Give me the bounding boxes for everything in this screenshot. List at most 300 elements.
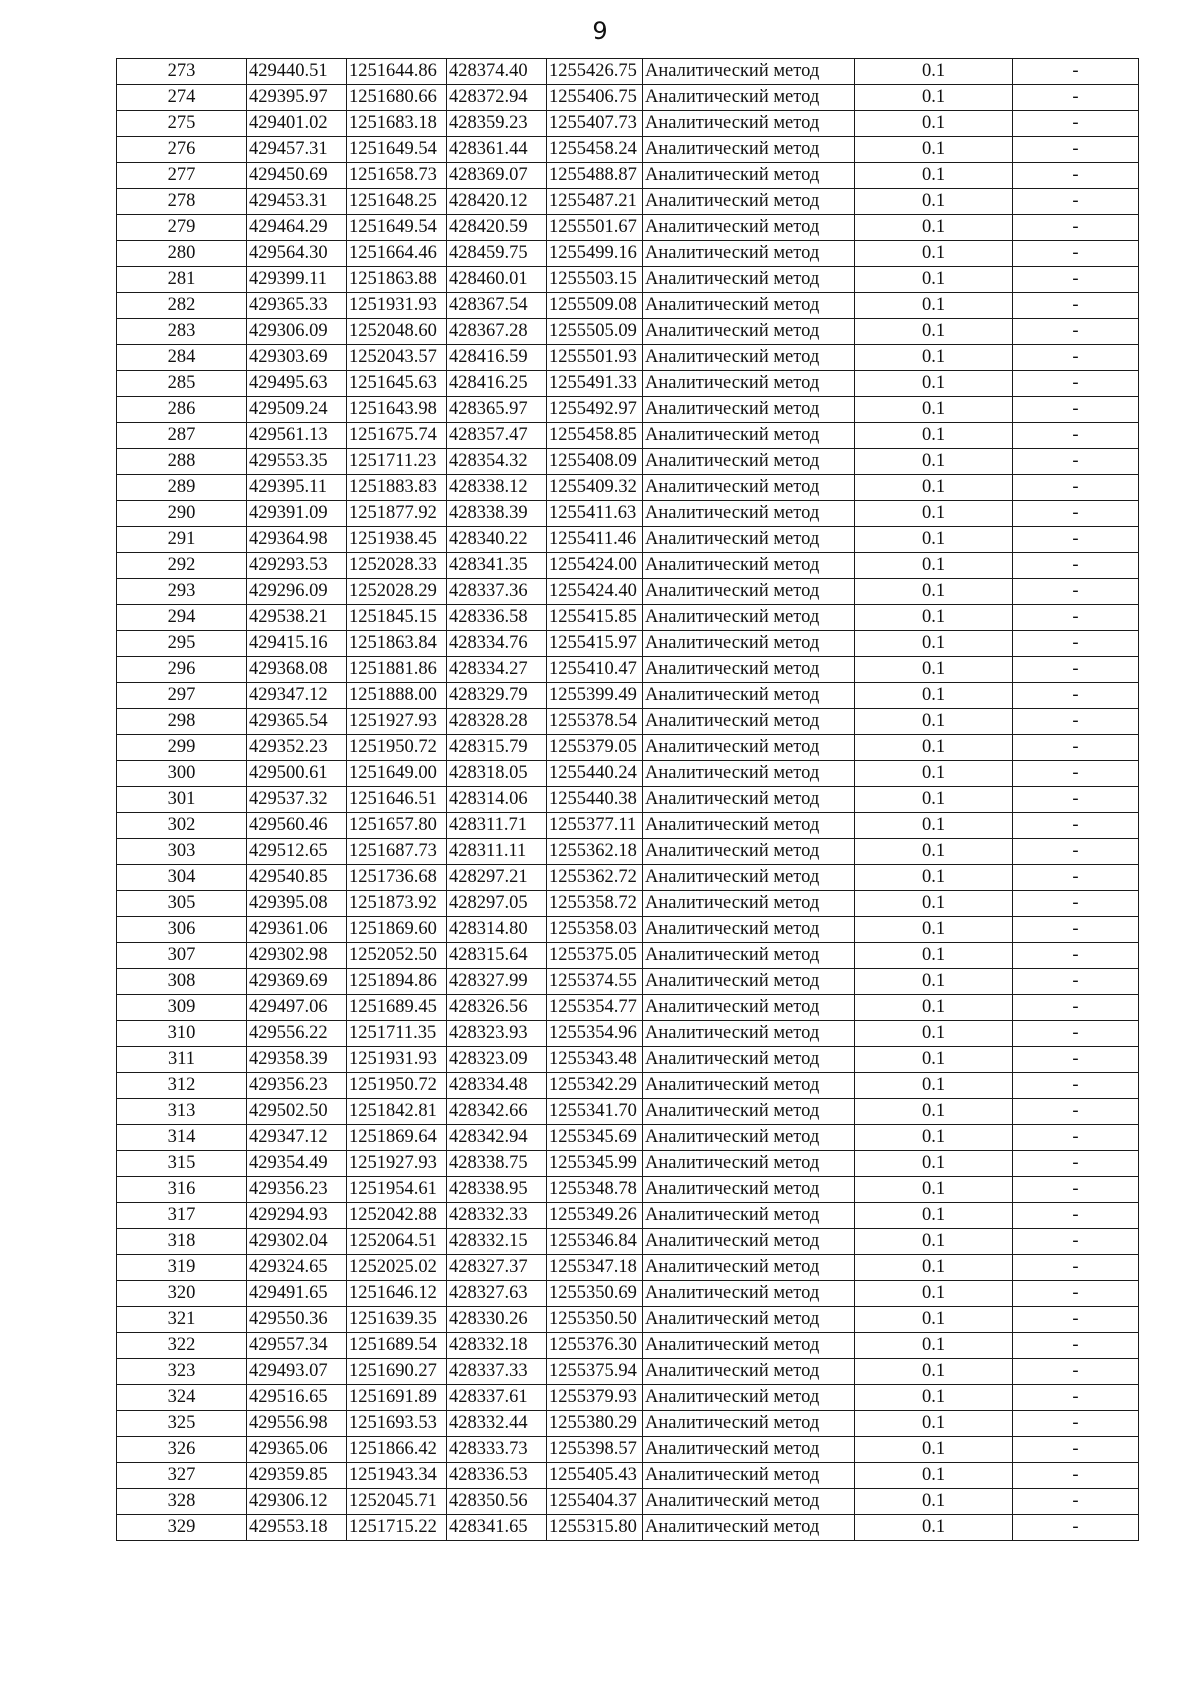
point-number-cell: 281 — [117, 267, 247, 293]
x2-cell: 428367.54 — [447, 293, 547, 319]
y2-cell: 1255350.69 — [547, 1281, 643, 1307]
point-number-cell: 311 — [117, 1047, 247, 1073]
y1-cell: 1251646.51 — [347, 787, 447, 813]
note-cell: - — [1013, 111, 1139, 137]
x1-cell: 429415.16 — [247, 631, 347, 657]
x2-cell: 428338.12 — [447, 475, 547, 501]
method-cell: Аналитический метод — [643, 163, 855, 189]
method-cell: Аналитический метод — [643, 1177, 855, 1203]
table-row — [117, 813, 1139, 839]
point-number-cell: 317 — [117, 1203, 247, 1229]
x1-cell: 429356.23 — [247, 1073, 347, 1099]
point-number-cell: 288 — [117, 449, 247, 475]
precision-cell: 0.1 — [855, 85, 1013, 111]
y1-cell: 1251689.54 — [347, 1333, 447, 1359]
y2-cell: 1255426.75 — [547, 59, 643, 85]
point-number-cell: 304 — [117, 865, 247, 891]
method-cell: Аналитический метод — [643, 657, 855, 683]
x1-cell: 429306.09 — [247, 319, 347, 345]
x1-cell: 429324.65 — [247, 1255, 347, 1281]
y1-cell: 1251711.23 — [347, 449, 447, 475]
table-row — [117, 553, 1139, 579]
y2-cell: 1255501.93 — [547, 345, 643, 371]
precision-cell: 0.1 — [855, 241, 1013, 267]
x1-cell: 429540.85 — [247, 865, 347, 891]
method-cell: Аналитический метод — [643, 1515, 855, 1541]
x1-cell: 429450.69 — [247, 163, 347, 189]
precision-cell: 0.1 — [855, 891, 1013, 917]
note-cell: - — [1013, 1281, 1139, 1307]
note-cell: - — [1013, 917, 1139, 943]
note-cell: - — [1013, 475, 1139, 501]
method-cell: Аналитический метод — [643, 735, 855, 761]
x2-cell: 428337.33 — [447, 1359, 547, 1385]
method-cell: Аналитический метод — [643, 1463, 855, 1489]
note-cell: - — [1013, 657, 1139, 683]
x1-cell: 429395.08 — [247, 891, 347, 917]
y1-cell: 1251657.80 — [347, 813, 447, 839]
point-number-cell: 309 — [117, 995, 247, 1021]
note-cell: - — [1013, 813, 1139, 839]
method-cell: Аналитический метод — [643, 1047, 855, 1073]
table-row — [117, 1281, 1139, 1307]
x2-cell: 428342.66 — [447, 1099, 547, 1125]
point-number-cell: 325 — [117, 1411, 247, 1437]
table-body — [117, 59, 1139, 1541]
y1-cell: 1251950.72 — [347, 1073, 447, 1099]
y1-cell: 1251644.86 — [347, 59, 447, 85]
point-number-cell: 277 — [117, 163, 247, 189]
precision-cell: 0.1 — [855, 267, 1013, 293]
point-number-cell: 279 — [117, 215, 247, 241]
table-row — [117, 189, 1139, 215]
y2-cell: 1255488.87 — [547, 163, 643, 189]
table-row — [117, 59, 1139, 85]
y1-cell: 1251639.35 — [347, 1307, 447, 1333]
x2-cell: 428420.12 — [447, 189, 547, 215]
table-row — [117, 215, 1139, 241]
table-row — [117, 1229, 1139, 1255]
point-number-cell: 300 — [117, 761, 247, 787]
y1-cell: 1251687.73 — [347, 839, 447, 865]
x2-cell: 428420.59 — [447, 215, 547, 241]
y1-cell: 1251950.72 — [347, 735, 447, 761]
precision-cell: 0.1 — [855, 1411, 1013, 1437]
y2-cell: 1255358.72 — [547, 891, 643, 917]
x2-cell: 428460.01 — [447, 267, 547, 293]
page-number: 9 — [592, 17, 608, 45]
y1-cell: 1251845.15 — [347, 605, 447, 631]
note-cell: - — [1013, 969, 1139, 995]
y2-cell: 1255345.99 — [547, 1151, 643, 1177]
y2-cell: 1255375.94 — [547, 1359, 643, 1385]
note-cell: - — [1013, 1463, 1139, 1489]
x2-cell: 428342.94 — [447, 1125, 547, 1151]
y1-cell: 1251866.42 — [347, 1437, 447, 1463]
point-number-cell: 291 — [117, 527, 247, 553]
x1-cell: 429368.08 — [247, 657, 347, 683]
note-cell: - — [1013, 735, 1139, 761]
table-row — [117, 449, 1139, 475]
note-cell: - — [1013, 709, 1139, 735]
x1-cell: 429395.97 — [247, 85, 347, 111]
table-row — [117, 631, 1139, 657]
precision-cell: 0.1 — [855, 1437, 1013, 1463]
x1-cell: 429401.02 — [247, 111, 347, 137]
x2-cell: 428341.35 — [447, 553, 547, 579]
note-cell: - — [1013, 1333, 1139, 1359]
y2-cell: 1255408.09 — [547, 449, 643, 475]
x1-cell: 429556.98 — [247, 1411, 347, 1437]
method-cell: Аналитический метод — [643, 111, 855, 137]
y1-cell: 1252043.57 — [347, 345, 447, 371]
x2-cell: 428334.27 — [447, 657, 547, 683]
y2-cell: 1255409.32 — [547, 475, 643, 501]
method-cell: Аналитический метод — [643, 397, 855, 423]
method-cell: Аналитический метод — [643, 319, 855, 345]
precision-cell: 0.1 — [855, 449, 1013, 475]
precision-cell: 0.1 — [855, 1203, 1013, 1229]
y2-cell: 1255491.33 — [547, 371, 643, 397]
precision-cell: 0.1 — [855, 1489, 1013, 1515]
note-cell: - — [1013, 839, 1139, 865]
x1-cell: 429516.65 — [247, 1385, 347, 1411]
precision-cell: 0.1 — [855, 111, 1013, 137]
y2-cell: 1255358.03 — [547, 917, 643, 943]
x2-cell: 428330.26 — [447, 1307, 547, 1333]
x1-cell: 429296.09 — [247, 579, 347, 605]
y1-cell: 1251927.93 — [347, 709, 447, 735]
y1-cell: 1251736.68 — [347, 865, 447, 891]
y2-cell: 1255410.47 — [547, 657, 643, 683]
y1-cell: 1251690.27 — [347, 1359, 447, 1385]
point-number-cell: 295 — [117, 631, 247, 657]
table-row — [117, 1463, 1139, 1489]
x1-cell: 429365.06 — [247, 1437, 347, 1463]
x1-cell: 429303.69 — [247, 345, 347, 371]
point-number-cell: 296 — [117, 657, 247, 683]
point-number-cell: 329 — [117, 1515, 247, 1541]
x2-cell: 428332.18 — [447, 1333, 547, 1359]
method-cell: Аналитический метод — [643, 605, 855, 631]
table-row — [117, 527, 1139, 553]
method-cell: Аналитический метод — [643, 1333, 855, 1359]
precision-cell: 0.1 — [855, 1099, 1013, 1125]
method-cell: Аналитический метод — [643, 501, 855, 527]
precision-cell: 0.1 — [855, 917, 1013, 943]
y1-cell: 1251842.81 — [347, 1099, 447, 1125]
point-number-cell: 298 — [117, 709, 247, 735]
method-cell: Аналитический метод — [643, 709, 855, 735]
x2-cell: 428354.32 — [447, 449, 547, 475]
table-row — [117, 475, 1139, 501]
x2-cell: 428338.95 — [447, 1177, 547, 1203]
precision-cell: 0.1 — [855, 943, 1013, 969]
note-cell: - — [1013, 189, 1139, 215]
y2-cell: 1255399.49 — [547, 683, 643, 709]
note-cell: - — [1013, 1307, 1139, 1333]
method-cell: Аналитический метод — [643, 969, 855, 995]
point-number-cell: 294 — [117, 605, 247, 631]
x1-cell: 429347.12 — [247, 683, 347, 709]
y2-cell: 1255398.57 — [547, 1437, 643, 1463]
method-cell: Аналитический метод — [643, 189, 855, 215]
precision-cell: 0.1 — [855, 137, 1013, 163]
y1-cell: 1251645.63 — [347, 371, 447, 397]
x1-cell: 429440.51 — [247, 59, 347, 85]
x2-cell: 428359.23 — [447, 111, 547, 137]
y1-cell: 1251931.93 — [347, 293, 447, 319]
precision-cell: 0.1 — [855, 1177, 1013, 1203]
point-number-cell: 328 — [117, 1489, 247, 1515]
y2-cell: 1255406.75 — [547, 85, 643, 111]
y2-cell: 1255404.37 — [547, 1489, 643, 1515]
y1-cell: 1252042.88 — [347, 1203, 447, 1229]
y2-cell: 1255411.46 — [547, 527, 643, 553]
x2-cell: 428416.25 — [447, 371, 547, 397]
note-cell: - — [1013, 215, 1139, 241]
point-number-cell: 284 — [117, 345, 247, 371]
point-number-cell: 286 — [117, 397, 247, 423]
y2-cell: 1255407.73 — [547, 111, 643, 137]
table-row — [117, 761, 1139, 787]
precision-cell: 0.1 — [855, 1255, 1013, 1281]
x1-cell: 429553.35 — [247, 449, 347, 475]
note-cell: - — [1013, 1177, 1139, 1203]
x1-cell: 429557.34 — [247, 1333, 347, 1359]
method-cell: Аналитический метод — [643, 241, 855, 267]
y2-cell: 1255377.11 — [547, 813, 643, 839]
method-cell: Аналитический метод — [643, 813, 855, 839]
x1-cell: 429365.33 — [247, 293, 347, 319]
y1-cell: 1251863.84 — [347, 631, 447, 657]
x1-cell: 429553.18 — [247, 1515, 347, 1541]
table-row — [117, 371, 1139, 397]
point-number-cell: 318 — [117, 1229, 247, 1255]
x2-cell: 428328.28 — [447, 709, 547, 735]
precision-cell: 0.1 — [855, 1385, 1013, 1411]
point-number-cell: 305 — [117, 891, 247, 917]
x1-cell: 429391.09 — [247, 501, 347, 527]
note-cell: - — [1013, 449, 1139, 475]
point-number-cell: 323 — [117, 1359, 247, 1385]
x1-cell: 429369.69 — [247, 969, 347, 995]
table-row — [117, 345, 1139, 371]
note-cell: - — [1013, 1151, 1139, 1177]
precision-cell: 0.1 — [855, 1307, 1013, 1333]
table-row — [117, 85, 1139, 111]
table-row — [117, 787, 1139, 813]
precision-cell: 0.1 — [855, 605, 1013, 631]
method-cell: Аналитический метод — [643, 475, 855, 501]
x1-cell: 429491.65 — [247, 1281, 347, 1307]
method-cell: Аналитический метод — [643, 1203, 855, 1229]
table-row — [117, 241, 1139, 267]
point-number-cell: 287 — [117, 423, 247, 449]
method-cell: Аналитический метод — [643, 865, 855, 891]
y1-cell: 1251715.22 — [347, 1515, 447, 1541]
note-cell: - — [1013, 345, 1139, 371]
y2-cell: 1255341.70 — [547, 1099, 643, 1125]
method-cell: Аналитический метод — [643, 579, 855, 605]
table-row — [117, 1099, 1139, 1125]
x2-cell: 428326.56 — [447, 995, 547, 1021]
x1-cell: 429359.85 — [247, 1463, 347, 1489]
point-number-cell: 326 — [117, 1437, 247, 1463]
note-cell: - — [1013, 163, 1139, 189]
precision-cell: 0.1 — [855, 1125, 1013, 1151]
y1-cell: 1251643.98 — [347, 397, 447, 423]
x2-cell: 428314.80 — [447, 917, 547, 943]
table-row — [117, 579, 1139, 605]
x2-cell: 428314.06 — [447, 787, 547, 813]
y1-cell: 1251869.60 — [347, 917, 447, 943]
table-row — [117, 1385, 1139, 1411]
table-row — [117, 1151, 1139, 1177]
precision-cell: 0.1 — [855, 709, 1013, 735]
x2-cell: 428336.58 — [447, 605, 547, 631]
method-cell: Аналитический метод — [643, 683, 855, 709]
precision-cell: 0.1 — [855, 1333, 1013, 1359]
x1-cell: 429453.31 — [247, 189, 347, 215]
y1-cell: 1251954.61 — [347, 1177, 447, 1203]
note-cell: - — [1013, 1073, 1139, 1099]
point-number-cell: 310 — [117, 1021, 247, 1047]
table-row — [117, 683, 1139, 709]
y1-cell: 1251683.18 — [347, 111, 447, 137]
method-cell: Аналитический метод — [643, 1255, 855, 1281]
y1-cell: 1251938.45 — [347, 527, 447, 553]
y1-cell: 1251691.89 — [347, 1385, 447, 1411]
x1-cell: 429358.39 — [247, 1047, 347, 1073]
precision-cell: 0.1 — [855, 813, 1013, 839]
x2-cell: 428327.63 — [447, 1281, 547, 1307]
x2-cell: 428297.21 — [447, 865, 547, 891]
y1-cell: 1251873.92 — [347, 891, 447, 917]
x2-cell: 428311.11 — [447, 839, 547, 865]
precision-cell: 0.1 — [855, 865, 1013, 891]
x2-cell: 428332.33 — [447, 1203, 547, 1229]
note-cell: - — [1013, 995, 1139, 1021]
note-cell: - — [1013, 1125, 1139, 1151]
y2-cell: 1255499.16 — [547, 241, 643, 267]
point-number-cell: 299 — [117, 735, 247, 761]
table-row — [117, 111, 1139, 137]
y1-cell: 1251675.74 — [347, 423, 447, 449]
precision-cell: 0.1 — [855, 1359, 1013, 1385]
point-number-cell: 316 — [117, 1177, 247, 1203]
note-cell: - — [1013, 319, 1139, 345]
y1-cell: 1251689.45 — [347, 995, 447, 1021]
x1-cell: 429294.93 — [247, 1203, 347, 1229]
x1-cell: 429537.32 — [247, 787, 347, 813]
point-number-cell: 275 — [117, 111, 247, 137]
point-number-cell: 307 — [117, 943, 247, 969]
precision-cell: 0.1 — [855, 423, 1013, 449]
table-row — [117, 137, 1139, 163]
note-cell: - — [1013, 501, 1139, 527]
y2-cell: 1255376.30 — [547, 1333, 643, 1359]
method-cell: Аналитический метод — [643, 839, 855, 865]
x1-cell: 429356.23 — [247, 1177, 347, 1203]
x2-cell: 428327.99 — [447, 969, 547, 995]
y2-cell: 1255347.18 — [547, 1255, 643, 1281]
x2-cell: 428367.28 — [447, 319, 547, 345]
table-row — [117, 865, 1139, 891]
note-cell: - — [1013, 1255, 1139, 1281]
point-number-cell: 322 — [117, 1333, 247, 1359]
precision-cell: 0.1 — [855, 345, 1013, 371]
point-number-cell: 314 — [117, 1125, 247, 1151]
precision-cell: 0.1 — [855, 501, 1013, 527]
precision-cell: 0.1 — [855, 995, 1013, 1021]
x1-cell: 429560.46 — [247, 813, 347, 839]
x2-cell: 428297.05 — [447, 891, 547, 917]
x1-cell: 429495.63 — [247, 371, 347, 397]
x1-cell: 429550.36 — [247, 1307, 347, 1333]
table-row — [117, 943, 1139, 969]
y1-cell: 1251883.83 — [347, 475, 447, 501]
y2-cell: 1255440.38 — [547, 787, 643, 813]
y2-cell: 1255345.69 — [547, 1125, 643, 1151]
note-cell: - — [1013, 293, 1139, 319]
x2-cell: 428337.61 — [447, 1385, 547, 1411]
x1-cell: 429306.12 — [247, 1489, 347, 1515]
x2-cell: 428333.73 — [447, 1437, 547, 1463]
point-number-cell: 313 — [117, 1099, 247, 1125]
note-cell: - — [1013, 1229, 1139, 1255]
precision-cell: 0.1 — [855, 657, 1013, 683]
method-cell: Аналитический метод — [643, 1229, 855, 1255]
precision-cell: 0.1 — [855, 1515, 1013, 1541]
y2-cell: 1255354.96 — [547, 1021, 643, 1047]
y2-cell: 1255405.43 — [547, 1463, 643, 1489]
x1-cell: 429509.24 — [247, 397, 347, 423]
table-row — [117, 163, 1139, 189]
y2-cell: 1255501.67 — [547, 215, 643, 241]
x2-cell: 428334.48 — [447, 1073, 547, 1099]
table-row — [117, 969, 1139, 995]
y1-cell: 1252028.29 — [347, 579, 447, 605]
x1-cell: 429347.12 — [247, 1125, 347, 1151]
y2-cell: 1255380.29 — [547, 1411, 643, 1437]
table-row — [117, 1177, 1139, 1203]
table-row — [117, 1333, 1139, 1359]
y1-cell: 1251664.46 — [347, 241, 447, 267]
table-row — [117, 1359, 1139, 1385]
table-row — [117, 423, 1139, 449]
point-number-cell: 315 — [117, 1151, 247, 1177]
x2-cell: 428329.79 — [447, 683, 547, 709]
x2-cell: 428341.65 — [447, 1515, 547, 1541]
y2-cell: 1255415.97 — [547, 631, 643, 657]
y1-cell: 1251648.25 — [347, 189, 447, 215]
table-row — [117, 319, 1139, 345]
y1-cell: 1251649.54 — [347, 215, 447, 241]
table-row — [117, 657, 1139, 683]
x2-cell: 428350.56 — [447, 1489, 547, 1515]
precision-cell: 0.1 — [855, 189, 1013, 215]
method-cell: Аналитический метод — [643, 995, 855, 1021]
x1-cell: 429364.98 — [247, 527, 347, 553]
note-cell: - — [1013, 527, 1139, 553]
method-cell: Аналитический метод — [643, 371, 855, 397]
x2-cell: 428315.64 — [447, 943, 547, 969]
table-row — [117, 1255, 1139, 1281]
x2-cell: 428332.44 — [447, 1411, 547, 1437]
x1-cell: 429293.53 — [247, 553, 347, 579]
note-cell: - — [1013, 1099, 1139, 1125]
